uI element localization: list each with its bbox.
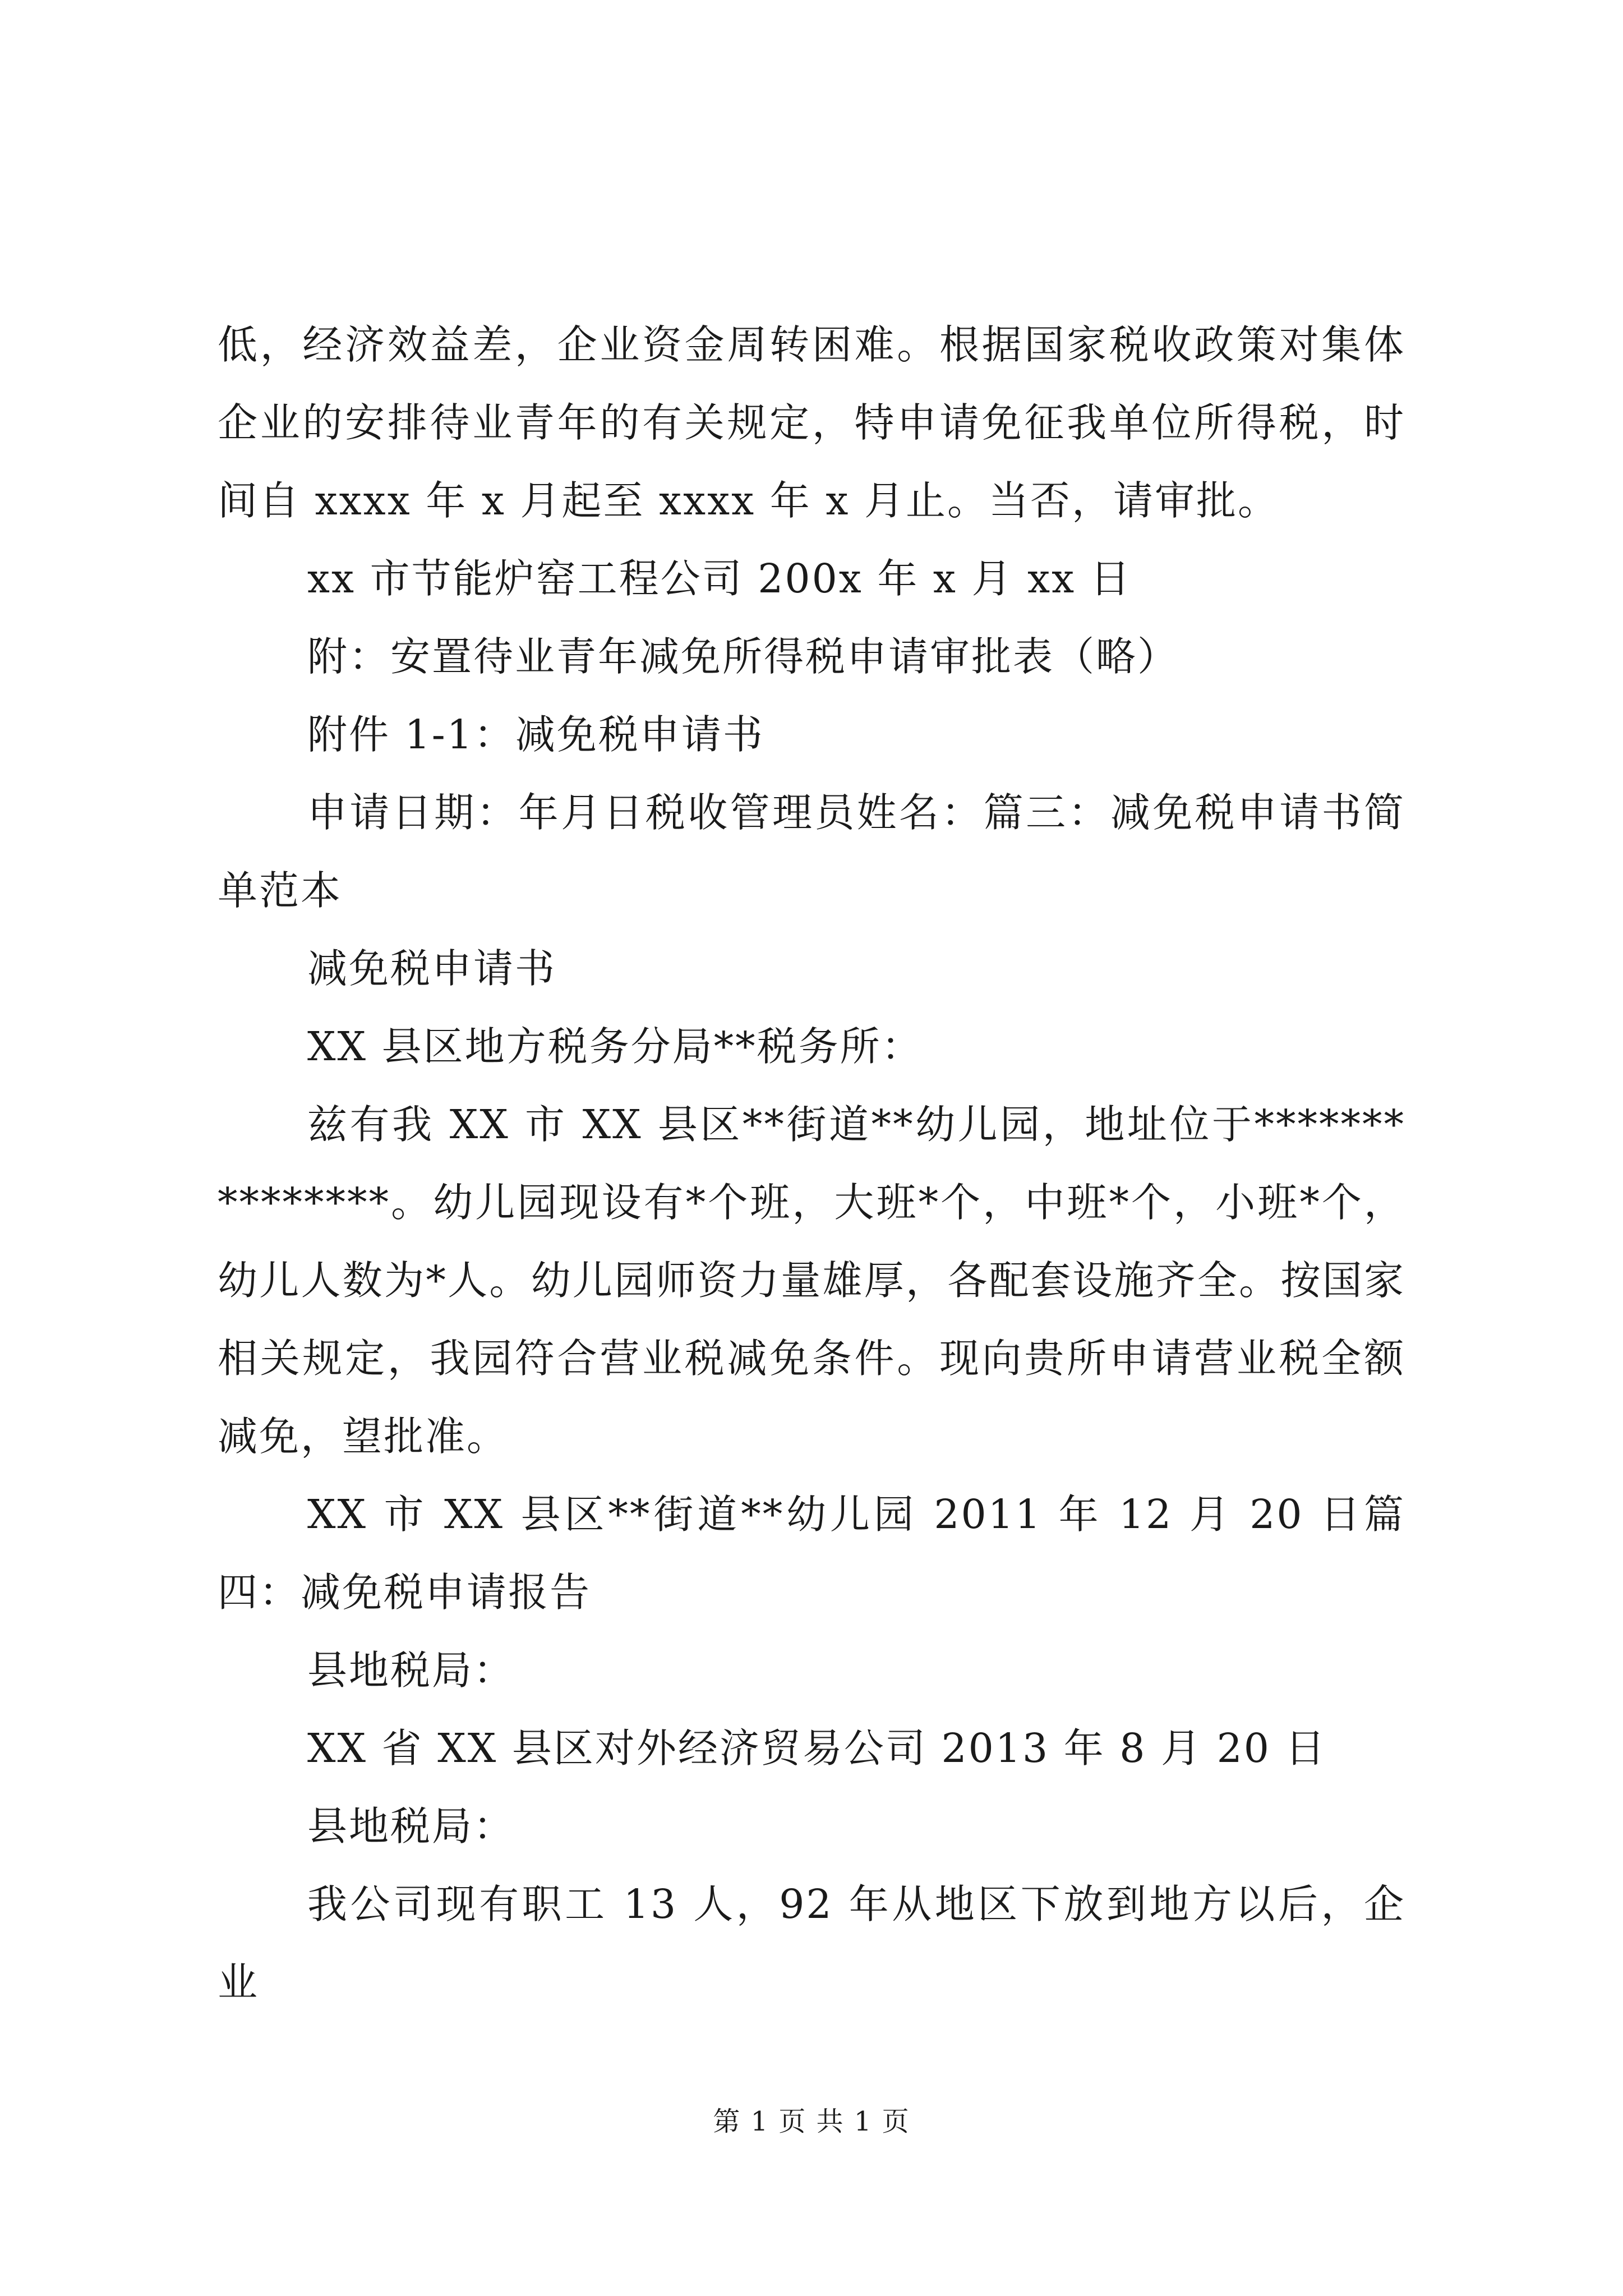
paragraph-application-date: 申请日期：年月日税收管理员姓名：篇三：减免税申请书简单范本 <box>218 789 1405 914</box>
paragraph-kindergarten-body: 兹有我 XX 市 XX 县区**街道**幼儿园，地址位于***************。幼儿园现设有*个班，大班*个，中班*个，小班*个，幼儿人数为*人。幼儿园师资力量雄厚，各配套设施齐全。按国家相关规定，我园符合营业税减免条件。现向贵所申请营业税全额减免，望批准。 <box>218 1101 1405 1460</box>
document-body <box>218 306 1405 2021</box>
paragraph-kindergarten-signature: XX 市 XX 县区**街道**幼儿园 2011 年 12 月 20 日篇四：减免税申请报告 <box>218 1491 1405 1616</box>
paragraph-addressee-3: 县地税局： <box>307 1803 515 1849</box>
paragraph-continuation: 低，经济效益差，企业资金周转困难。根据国家税收政策对集体企业的安排待业青年的有关规定，特申请免征我单位所得税，时间自 xxxx 年 x 月起至 xxxx 年 x 月止。当否，请审批。 <box>218 321 1405 524</box>
paragraph-section-title: 减免税申请书 <box>307 945 557 992</box>
page-number-label: 第 1 页 共 1 页 <box>713 2106 910 2137</box>
paragraph-attachment-note: 附：安置待业青年减免所得税申请审批表（略） <box>307 633 1179 680</box>
paragraph-addressee-2: 县地税局： <box>307 1647 515 1694</box>
page-footer <box>0 2105 1623 2138</box>
paragraph-trade-company-signature: XX 省 XX 县区对外经济贸易公司 2013 年 8 月 20 日 <box>307 1725 1327 1772</box>
paragraph-company-signature: xx 市节能炉窑工程公司 200x 年 x 月 xx 日 <box>307 555 1132 602</box>
paragraph-attachment-title: 附件 1-1：减免税申请书 <box>307 711 764 758</box>
paragraph-company-intro: 我公司现有职工 13 人，92 年从地区下放到地方以后，企业 <box>218 1881 1405 2005</box>
paragraph-addressee: XX 县区地方税务分局**税务所： <box>307 1023 923 1070</box>
